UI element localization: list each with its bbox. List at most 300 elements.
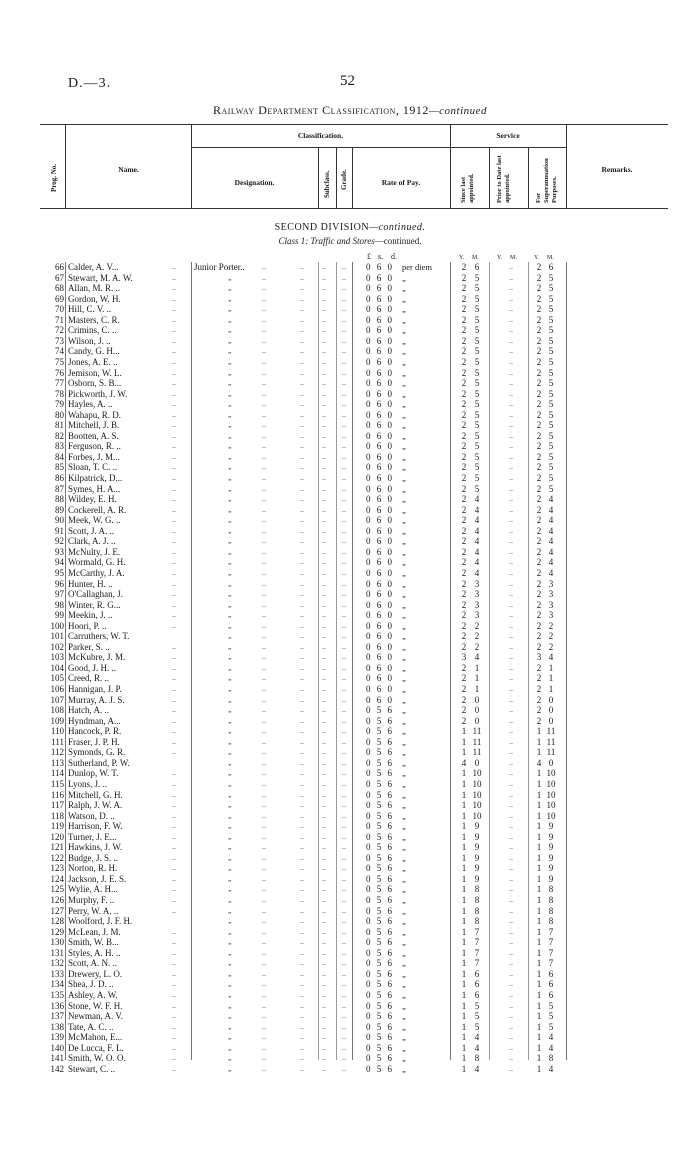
grade-blank: .. [342, 631, 346, 641]
designation-ditto: „ [228, 346, 232, 356]
grade-blank: .. [342, 662, 346, 672]
prior-blank: .. [509, 262, 513, 271]
subclass-blank: .. [322, 1000, 326, 1010]
since-months: 7 [474, 937, 480, 948]
rate-period: „ [402, 1032, 406, 1043]
table-row [0, 726, 700, 737]
grade-blank: .. [342, 515, 346, 525]
since-months: 0 [474, 705, 480, 716]
subclass-blank: .. [322, 789, 326, 799]
since-months: 1 [474, 673, 480, 684]
rate-period: „ [402, 852, 406, 863]
since-months: 5 [474, 409, 480, 420]
table-row [0, 663, 700, 674]
grade-blank: .. [342, 462, 346, 472]
grade-blank: .. [342, 1011, 346, 1021]
rate-period: „ [402, 662, 406, 673]
designation-ditto: „ [228, 842, 232, 852]
leader-dots: .. [172, 684, 176, 693]
rate-of-pay: 0 5 6 [366, 916, 394, 927]
prog-number: 129 [50, 926, 64, 937]
table-row [0, 652, 700, 663]
prog-number: 84 [55, 451, 64, 462]
rate-of-pay: 0 6 0 [366, 610, 394, 621]
super-years: 1 [536, 852, 542, 863]
staff-name: Lyons, J. .. [68, 778, 108, 789]
rate-of-pay: 0 5 6 [366, 1063, 394, 1074]
staff-name: Norton, R. H. [68, 863, 118, 874]
since-months: 8 [474, 905, 480, 916]
prior-blank: .. [509, 705, 513, 715]
leader-dots: .. [300, 852, 304, 862]
staff-name: Dunlop, W. T. [68, 768, 119, 779]
prog-number: 77 [55, 378, 64, 389]
prog-number: 97 [55, 589, 64, 600]
since-years: 2 [461, 367, 467, 378]
designation-ditto: „ [228, 884, 232, 894]
unit-sup-m: M. [547, 255, 554, 261]
designation-ditto: „ [228, 335, 232, 345]
table-row [0, 283, 700, 294]
designation-ditto: „ [228, 388, 232, 398]
leader-dots: .. [300, 884, 304, 894]
grade-blank: .. [342, 283, 346, 293]
leader-dots: .. [300, 620, 304, 630]
rate-period: „ [402, 800, 406, 811]
prog-number: 68 [55, 283, 64, 294]
super-years: 1 [536, 726, 542, 737]
prior-blank: .. [509, 768, 513, 778]
subclass-blank: .. [322, 430, 326, 440]
leader-dots: .. [300, 873, 304, 883]
super-years: 2 [536, 314, 542, 325]
subclass-blank: .. [322, 335, 326, 345]
since-months: 5 [474, 325, 480, 336]
super-years: 2 [536, 420, 542, 431]
rate-period: „ [402, 842, 406, 853]
leader-dots: .. [172, 1021, 176, 1031]
staff-name: Ashley, A. W. [68, 989, 118, 1000]
leader-dots: .. [300, 652, 304, 662]
rate-of-pay: 0 6 0 [366, 515, 394, 526]
prog-number: 92 [55, 536, 64, 547]
since-years: 2 [461, 694, 467, 705]
leader-dots: .. [300, 356, 304, 366]
prior-blank: .. [509, 515, 513, 525]
super-months: 5 [548, 420, 554, 431]
super-years: 1 [536, 947, 542, 958]
since-years: 1 [461, 947, 467, 958]
since-months: 4 [474, 494, 480, 505]
since-months: 4 [474, 504, 480, 515]
since-years: 1 [461, 1053, 467, 1064]
since-months: 5 [474, 293, 480, 304]
super-months: 9 [548, 831, 554, 842]
staff-name: De Lucca, F. L. [68, 1042, 124, 1053]
leader-dots: .. [300, 567, 304, 577]
rate-period: „ [402, 610, 406, 621]
since-months: 7 [474, 958, 480, 969]
prog-number: 134 [50, 979, 64, 990]
staff-name: Turner, J. E... [68, 831, 117, 842]
since-months: 5 [474, 441, 480, 452]
since-months: 5 [474, 283, 480, 294]
super-months: 9 [548, 863, 554, 874]
table-row [0, 262, 700, 273]
staff-name: Hancock, P. R. [68, 726, 122, 737]
super-months: 5 [548, 304, 554, 315]
leader-dots: .. [172, 525, 176, 535]
leader-dots: .. [172, 504, 176, 514]
rate-of-pay: 0 6 0 [366, 335, 394, 346]
table-row [0, 484, 700, 495]
since-months: 10 [472, 810, 482, 821]
leader-dots: .. [300, 378, 304, 388]
leader-dots: .. [262, 441, 266, 451]
since-months: 10 [472, 789, 482, 800]
prior-blank: .. [509, 673, 513, 683]
staff-name: Good, J. H. .. [68, 662, 117, 673]
rate-of-pay: 0 5 6 [366, 937, 394, 948]
subclass-blank: .. [322, 641, 326, 651]
table-row [0, 346, 700, 357]
subclass-blank: .. [322, 441, 326, 451]
subclass-blank: .. [322, 947, 326, 957]
prog-number: 74 [55, 346, 64, 357]
prog-number: 88 [55, 494, 64, 505]
super-months: 4 [548, 567, 554, 578]
super-years: 1 [536, 1032, 542, 1043]
leader-dots: .. [262, 378, 266, 388]
super-months: 5 [548, 283, 554, 294]
leader-dots: .. [262, 926, 266, 936]
since-months: 5 [474, 335, 480, 346]
leader-dots: .. [262, 947, 266, 957]
staff-name: Winter, R. G... [68, 599, 121, 610]
since-months: 8 [474, 916, 480, 927]
leader-dots: .. [262, 1063, 266, 1073]
title-text: Railway Department Classification, 1912 [212, 103, 429, 117]
since-months: 4 [474, 546, 480, 557]
since-years: 1 [461, 968, 467, 979]
prior-blank: .. [509, 694, 513, 704]
staff-name: Jones, A. E. .. [68, 356, 118, 367]
leader-dots: .. [262, 367, 266, 377]
prog-number: 133 [50, 968, 64, 979]
super-months: 4 [548, 546, 554, 557]
leader-dots: .. [300, 494, 304, 504]
since-months: 5 [474, 314, 480, 325]
leader-dots: .. [172, 1042, 176, 1052]
prog-number: 127 [50, 905, 64, 916]
staff-name: Sutherland, P. W. [68, 757, 130, 768]
since-years: 2 [461, 673, 467, 684]
leader-dots: .. [300, 504, 304, 514]
subclass-blank: .. [322, 726, 326, 736]
subclass-blank: .. [322, 1063, 326, 1073]
designation-ditto: „ [228, 536, 232, 546]
since-months: 5 [474, 378, 480, 389]
super-months: 3 [548, 578, 554, 589]
leader-dots: .. [172, 462, 176, 472]
header-since-last: Since last appointed. [460, 173, 475, 203]
staff-name: Meek, W. G. .. [68, 515, 121, 526]
table-row [0, 515, 700, 526]
rate-period: „ [402, 937, 406, 948]
super-months: 5 [548, 346, 554, 357]
super-months: 10 [546, 810, 556, 821]
grade-blank: .. [342, 589, 346, 599]
designation-ditto: „ [228, 325, 232, 335]
since-years: 2 [461, 536, 467, 547]
staff-name: Wilson, J. .. [68, 335, 111, 346]
table-row [0, 821, 700, 832]
designation-ditto: „ [228, 494, 232, 504]
since-months: 11 [472, 747, 482, 758]
super-years: 1 [536, 1021, 542, 1032]
super-months: 5 [548, 314, 554, 325]
prior-blank: .. [509, 504, 513, 514]
leader-dots: .. [172, 810, 176, 820]
super-years: 2 [536, 378, 542, 389]
table-row [0, 389, 700, 400]
super-years: 1 [536, 831, 542, 842]
rate-of-pay: 0 6 0 [366, 578, 394, 589]
leader-dots: .. [262, 768, 266, 778]
grade-blank: .. [342, 451, 346, 461]
table-row [0, 610, 700, 621]
grade-blank: .. [342, 684, 346, 693]
subclass-blank: .. [322, 673, 326, 683]
leader-dots: .. [172, 884, 176, 894]
prog-number: 125 [50, 884, 64, 895]
rate-period: „ [402, 1011, 406, 1022]
prior-blank: .. [509, 979, 513, 989]
leader-dots: .. [300, 1011, 304, 1021]
grade-blank: .. [342, 905, 346, 915]
rate-of-pay: 0 6 0 [366, 546, 394, 557]
prog-number: 90 [55, 515, 64, 526]
subclass-blank: .. [322, 378, 326, 388]
subclass-blank: .. [322, 736, 326, 746]
super-years: 1 [536, 736, 542, 747]
class-continued: —continued. [374, 236, 422, 246]
designation-ditto: „ [228, 483, 232, 493]
table-row [0, 895, 700, 906]
staff-name: Crimins, C. .. [68, 325, 117, 336]
super-months: 8 [548, 916, 554, 927]
prog-number: 103 [50, 652, 64, 663]
leader-dots: .. [172, 356, 176, 366]
leader-dots: .. [262, 631, 266, 641]
table-row [0, 1022, 700, 1033]
super-years: 1 [536, 747, 542, 758]
title-continued: —continued [428, 105, 488, 117]
staff-name: McLean, J. M. [68, 926, 121, 937]
leader-dots: .. [300, 662, 304, 672]
prior-blank: .. [509, 620, 513, 630]
leader-dots: .. [300, 1042, 304, 1052]
prior-blank: .. [509, 715, 513, 725]
leader-dots: .. [300, 430, 304, 440]
prior-blank: .. [509, 662, 513, 672]
prog-number: 82 [55, 430, 64, 441]
super-months: 1 [548, 684, 554, 694]
since-months: 4 [474, 567, 480, 578]
since-months: 4 [474, 557, 480, 568]
leader-dots: .. [300, 916, 304, 926]
rate-period: „ [402, 620, 406, 631]
since-years: 2 [461, 567, 467, 578]
table-row [0, 378, 700, 389]
leader-dots: .. [262, 1011, 266, 1021]
super-months: 0 [548, 694, 554, 705]
since-years: 2 [461, 589, 467, 600]
rate-period: „ [402, 821, 406, 832]
since-months: 11 [472, 736, 482, 747]
super-years: 2 [536, 641, 542, 652]
grade-blank: .. [342, 800, 346, 810]
since-years: 2 [461, 483, 467, 494]
grade-blank: .. [342, 483, 346, 493]
designation-ditto: „ [228, 1042, 232, 1052]
grade-blank: .. [342, 694, 346, 704]
leader-dots: .. [262, 662, 266, 672]
grade-blank: .. [342, 346, 346, 356]
since-months: 5 [474, 367, 480, 378]
leader-dots: .. [172, 599, 176, 609]
designation-ditto: „ [228, 367, 232, 377]
rate-period: „ [402, 1063, 406, 1074]
leader-dots: .. [172, 262, 176, 271]
staff-name: Ralph, J. W. A. [68, 800, 123, 811]
header-top-rule [40, 124, 668, 125]
super-years: 2 [536, 399, 542, 410]
super-years: 2 [536, 356, 542, 367]
rate-period: „ [402, 652, 406, 663]
subclass-blank: .. [322, 1042, 326, 1052]
prior-blank: .. [509, 367, 513, 377]
rate-of-pay: 0 6 0 [366, 641, 394, 652]
rate-of-pay: 0 6 0 [366, 652, 394, 663]
table-row [0, 842, 700, 853]
rate-of-pay: 0 5 6 [366, 831, 394, 842]
subclass-blank: .. [322, 1053, 326, 1063]
rate-of-pay: 0 5 6 [366, 810, 394, 821]
rate-of-pay: 0 6 0 [366, 599, 394, 610]
rate-of-pay: 0 5 6 [366, 947, 394, 958]
rate-of-pay: 0 6 0 [366, 684, 394, 694]
super-years: 1 [536, 863, 542, 874]
designation-ditto: „ [228, 314, 232, 324]
rate-period: „ [402, 1021, 406, 1032]
since-months: 4 [474, 525, 480, 536]
leader-dots: .. [262, 1000, 266, 1010]
rate-period: „ [402, 567, 406, 578]
subclass-blank: .. [322, 873, 326, 883]
leader-dots: .. [300, 958, 304, 968]
grade-blank: .. [342, 810, 346, 820]
staff-name: Styles, A. H. .. [68, 947, 121, 958]
table-row [0, 441, 700, 452]
super-years: 2 [536, 599, 542, 610]
super-months: 5 [548, 378, 554, 389]
grade-blank: .. [342, 989, 346, 999]
grade-blank: .. [342, 430, 346, 440]
rate-of-pay: 0 5 6 [366, 873, 394, 884]
grade-blank: .. [342, 599, 346, 609]
designation-ditto: „ [228, 441, 232, 451]
rate-period: „ [402, 715, 406, 726]
staff-name: Shea, J. D. .. [68, 979, 114, 990]
prior-blank: .. [509, 800, 513, 810]
since-months: 5 [474, 356, 480, 367]
since-months: 5 [474, 304, 480, 315]
leader-dots: .. [300, 631, 304, 641]
table-row [0, 979, 700, 990]
header-superannuation: For Superannuation Purposes. [535, 158, 558, 203]
leader-dots: .. [172, 557, 176, 567]
rate-period: „ [402, 367, 406, 378]
designation-ditto: „ [228, 293, 232, 303]
leader-dots: .. [300, 557, 304, 567]
super-years: 2 [536, 409, 542, 420]
prog-number: 118 [50, 810, 64, 821]
super-years: 1 [536, 979, 542, 990]
grade-blank: .. [342, 757, 346, 767]
prior-blank: .. [509, 388, 513, 398]
staff-name: Wahapu, R. D. [68, 409, 122, 420]
since-years: 2 [461, 557, 467, 568]
rate-of-pay: 0 5 6 [366, 821, 394, 832]
rate-of-pay: 0 6 0 [366, 304, 394, 315]
prog-number: 116 [50, 789, 64, 800]
prog-number: 115 [50, 778, 64, 789]
staff-name: Tate, A. C. .. [68, 1021, 114, 1032]
leader-dots: .. [300, 747, 304, 757]
super-years: 2 [536, 620, 542, 631]
rate-of-pay: 0 6 0 [366, 525, 394, 536]
leader-dots: .. [262, 958, 266, 968]
prog-number: 128 [50, 916, 64, 927]
super-months: 5 [548, 293, 554, 304]
page-title [0, 103, 700, 118]
leader-dots: .. [300, 610, 304, 620]
rate-period: „ [402, 631, 406, 642]
leader-dots: .. [300, 420, 304, 430]
leader-dots: .. [300, 515, 304, 525]
super-months: 9 [548, 821, 554, 832]
rate-period: „ [402, 283, 406, 294]
grade-blank: .. [342, 726, 346, 736]
super-years: 1 [536, 873, 542, 884]
leader-dots: .. [262, 694, 266, 704]
subclass-blank: .. [322, 842, 326, 852]
leader-dots: .. [262, 979, 266, 989]
staff-name: Smith, W. B... [68, 937, 119, 948]
designation-ditto: „ [228, 926, 232, 936]
prior-blank: .. [509, 473, 513, 482]
since-months: 10 [472, 768, 482, 779]
prior-blank: .. [509, 293, 513, 303]
prior-blank: .. [509, 1011, 513, 1021]
prior-blank: .. [509, 525, 513, 535]
subclass-blank: .. [322, 852, 326, 862]
staff-name: Hawkins, J. W. [68, 842, 123, 853]
leader-dots: .. [262, 578, 266, 588]
leader-dots: .. [172, 304, 176, 314]
since-months: 4 [474, 652, 480, 663]
